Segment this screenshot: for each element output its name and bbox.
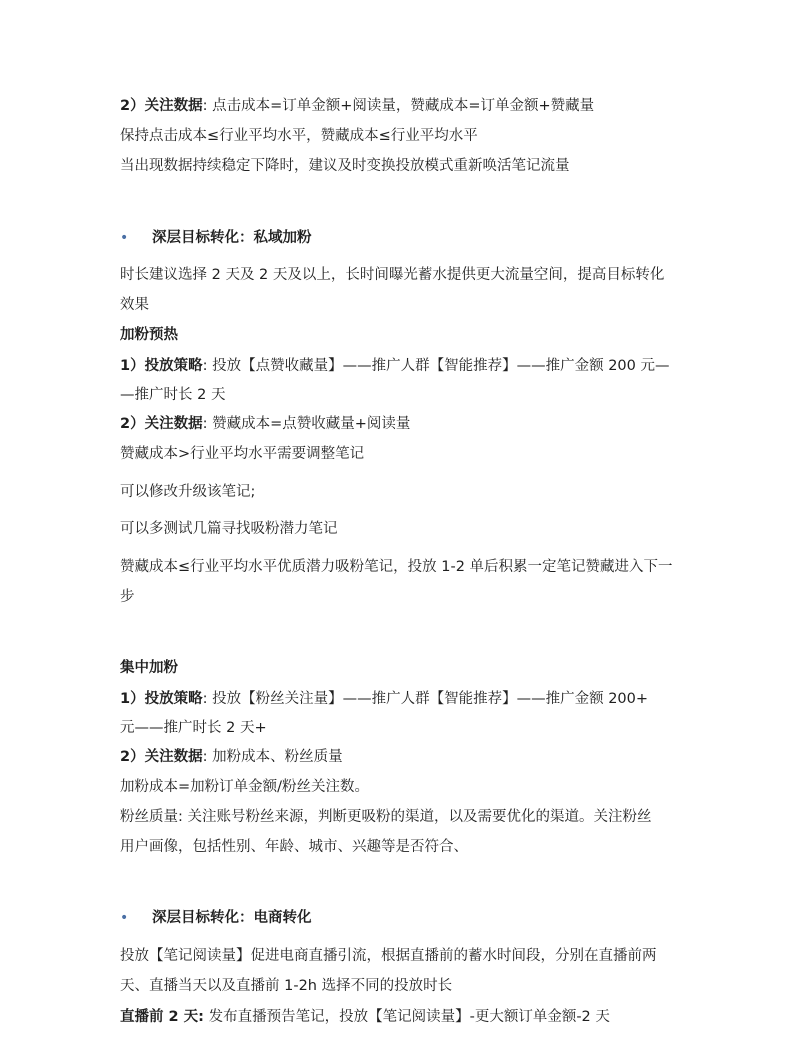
paragraph-line: 保持点击成本≤行业平均水平，赞藏成本≤行业平均水平 — [120, 128, 478, 144]
bullet-icon: • — [120, 910, 129, 926]
paragraph-line: 可以修改升级该笔记; — [120, 484, 256, 500]
section-heading: 深层目标转化：私域加粉 — [152, 230, 312, 246]
livestream-line — [120, 1007, 610, 1027]
paragraph-line: 投放【笔记阅读量】促进电商直播引流，根据直播前的蓄水时间段，分别在直播前两 — [120, 948, 657, 964]
paragraph-line: 赞藏成本>行业平均水平需要调整笔记 — [120, 446, 365, 462]
paragraph-line: 天、直播当天以及直播前 1-2h 选择不同的投放时长 — [120, 978, 453, 994]
paragraph-line: 可以多测试几篇寻找吸粉潜力笔记 — [120, 521, 338, 537]
strategy-text: : 投放【点赞收藏量】——推广人群【智能推荐】——推广金额 200 元— — [202, 358, 670, 374]
strategy-label: 1）投放策略 — [120, 691, 203, 707]
bullet-icon: • — [120, 230, 129, 246]
focus-data-line — [120, 414, 410, 434]
paragraph-line: 步 — [120, 589, 135, 605]
section-heading: 深层目标转化：电商转化 — [152, 910, 312, 926]
paragraph-line: 加粉成本=加粉订单金额/粉丝关注数。 — [120, 779, 370, 795]
focus-data-label: 2）关注数据 — [120, 749, 203, 765]
focus-data-label: 2）关注数据 — [120, 98, 203, 114]
strategy-line — [120, 689, 648, 709]
focus-data-label: 2）关注数据 — [120, 416, 203, 432]
strategy-line — [120, 356, 669, 376]
focus-data-line — [120, 747, 343, 767]
paragraph-line: 粉丝质量: 关注账号粉丝来源，判断更吸粉的渠道，以及需要优化的渠道。关注粉丝 — [120, 809, 652, 825]
paragraph-line: —推广时长 2 天 — [120, 387, 226, 403]
strategy-text: : 投放【粉丝关注量】——推广人群【智能推荐】——推广金额 200+ — [202, 691, 649, 707]
livestream-label: 直播前 2 天: — [120, 1009, 204, 1025]
paragraph-line: 效果 — [120, 297, 149, 313]
subheading: 加粉预热 — [120, 327, 178, 343]
paragraph-line: 当出现数据持续稳定下降时，建议及时变换投放模式重新唤活笔记流量 — [120, 158, 570, 174]
focus-data-text: : 赞藏成本=点赞收藏量+阅读量 — [202, 416, 411, 432]
paragraph-line: 元——推广时长 2 天+ — [120, 720, 267, 736]
livestream-text: 发布直播预告笔记，投放【笔记阅读量】-更大额订单金额-2 天 — [203, 1009, 610, 1025]
focus-data-line — [120, 96, 594, 116]
subheading: 集中加粉 — [120, 660, 178, 676]
paragraph-line: 时长建议选择 2 天及 2 天及以上，长时间曝光蓄水提供更大流量空间，提高目标转化 — [120, 267, 665, 283]
paragraph-line: 赞藏成本≤行业平均水平优质潜力吸粉笔记，投放 1-2 单后积累一定笔记赞藏进入下一 — [120, 559, 673, 575]
focus-data-text: : 加粉成本、粉丝质量 — [202, 749, 343, 765]
strategy-label: 1）投放策略 — [120, 358, 203, 374]
paragraph-line: 用户画像，包括性别、年龄、城市、兴趣等是否符合、 — [120, 839, 468, 855]
focus-data-text: : 点击成本=订单金额+阅读量，赞藏成本=订单金额+赞藏量 — [202, 98, 595, 114]
